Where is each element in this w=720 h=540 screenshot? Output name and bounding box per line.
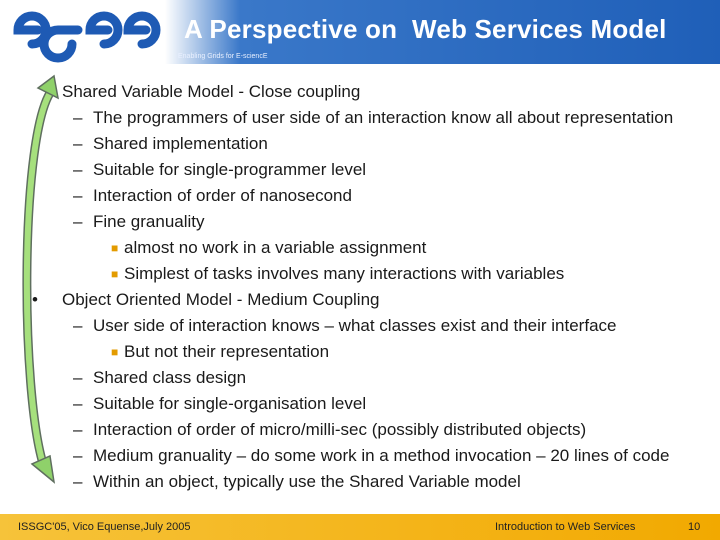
dash-marker: – — [73, 446, 83, 465]
dash-marker: – — [73, 160, 83, 179]
dash-marker: – — [73, 316, 83, 335]
list-item: Suitable for single-programmer level — [93, 160, 367, 179]
page-number: 10 — [688, 521, 701, 533]
dash-marker: – — [73, 368, 83, 387]
dash-marker: – — [73, 420, 83, 439]
sub-list-item: almost no work in a variable assignment — [124, 238, 427, 257]
list-item: Shared class design — [93, 368, 247, 387]
list-item: Medium granuality – do some work in a method invocation – 20 lines of code — [93, 446, 670, 465]
slide-subtitle: Enabling Grids for E-sciencE — [178, 53, 268, 60]
dash-marker: – — [73, 472, 83, 491]
sub-list-item: Simplest of tasks involves many interactions with variables — [124, 264, 565, 283]
logo-text: egee — [8, 52, 11, 53]
dash-marker: – — [73, 394, 83, 413]
dash-marker: – — [73, 186, 83, 205]
bullet-heading: Shared Variable Model - Close coupling — [62, 82, 361, 101]
bullet-dot-icon: • — [32, 290, 38, 309]
footer-event: ISSGC'05, Vico Equense,July 2005 — [18, 521, 191, 533]
list-item: User side of interaction knows – what classes exist and their interface — [93, 316, 617, 335]
square-bullet-icon: ■ — [111, 345, 119, 359]
square-bullet-icon: ■ — [111, 267, 119, 281]
list-item: Fine granuality — [93, 212, 205, 231]
list-item: Interaction of order of micro/milli-sec (possibly distributed objects) — [93, 420, 587, 439]
list-item: Suitable for single-organisation level — [93, 394, 367, 413]
list-item: Interaction of order of nanosecond — [93, 186, 352, 205]
list-item: Within an object, typically use the Shared Variable model — [93, 472, 521, 491]
footer-course-title: Introduction to Web Services — [495, 521, 636, 533]
sub-list-item: But not their representation — [124, 342, 330, 361]
slide-footer — [0, 514, 720, 540]
square-bullet-icon: ■ — [111, 241, 119, 255]
slide-title: A Perspective on Web Services Model — [184, 14, 667, 44]
list-item: Shared implementation — [93, 134, 268, 153]
list-item: The programmers of user side of an interaction know all about representation — [93, 108, 674, 127]
dash-marker: – — [73, 212, 83, 231]
bullet-heading: Object Oriented Model - Medium Coupling — [62, 290, 380, 309]
dash-marker: – — [73, 134, 83, 153]
dash-marker: – — [73, 108, 83, 127]
